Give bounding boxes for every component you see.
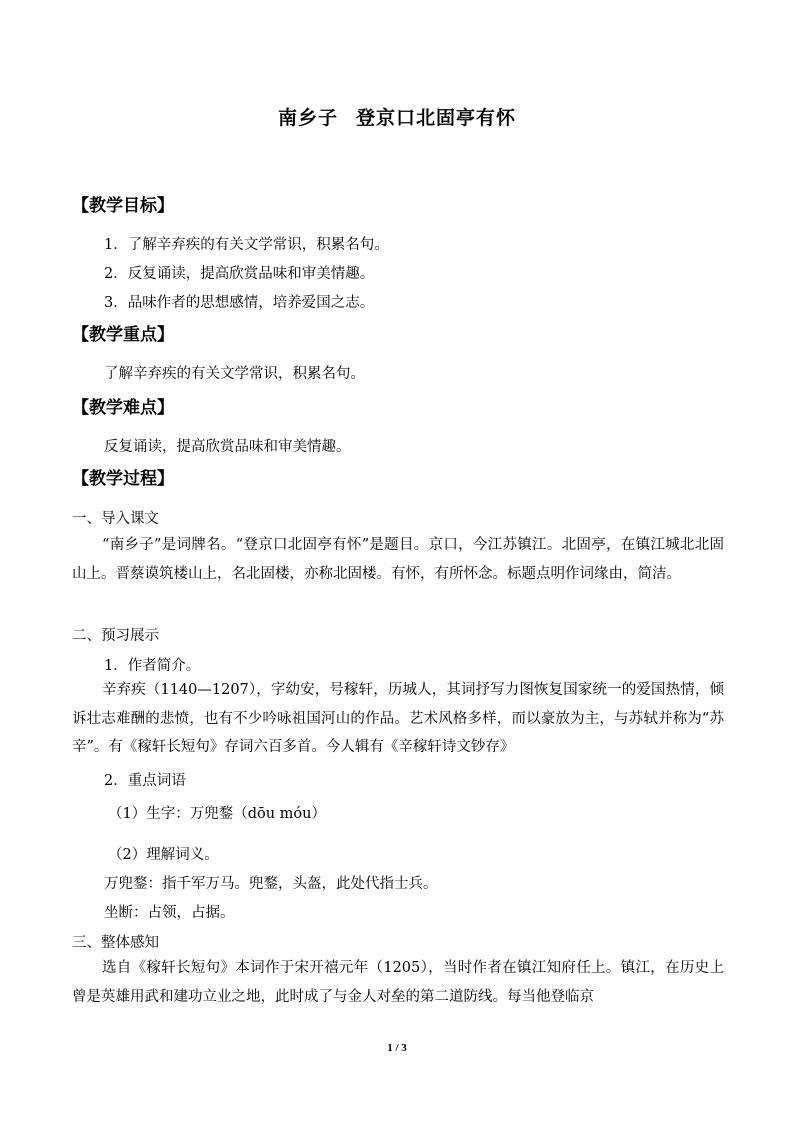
difficulty-heading: 【教学难点】 (72, 398, 174, 418)
part3-paragraph: 选自《稼轩长短句》本词作于宋开禧元年（1205），当时作者在镇江知府任上。镇江，在历史上曾是英雄用武和建功立业之地，此时成了与金人对垒的第二道防线。每当他登临京 (72, 960, 724, 1005)
author-paragraph: 辛弃疾（1140—1207），字幼安，号稼轩，历城人，其词抒写力图恢复国家统一的爱国热情，倾诉壮志难酬的悲愤，也有不少吟咏祖国河山的作品。艺术风格多样，而以豪放为主，与苏轼并称为“苏辛”。有《稼轩长短句》存词六百多首。今人辑有《辛稼轩诗文钞存》 (72, 682, 724, 755)
part1-paragraph: “南乡子”是词牌名。“登京口北固亭有怀”是题目。京口，今江苏镇江。北固亭，在镇江城北北固山上。晋蔡谟筑楼山上，名北固楼，亦称北固楼。有怀，有所怀念。标题点明作词缘由，简洁。 (72, 537, 724, 582)
definition-2: 坐断：占领，占据。 (104, 905, 235, 921)
part3-title: 三、整体感知 (72, 935, 159, 951)
definition-1: 万兜鍪：指千军万马。兜鍪，头盔，此处代指士兵。 (104, 876, 438, 892)
goal-item-3: 3．品味作者的思想感情，培养爱国之志。 (104, 295, 375, 311)
goal-item-1: 1．了解辛弃疾的有关文学常识，积累名句。 (104, 237, 389, 253)
title-part2: 登京口北固亭有怀 (356, 107, 517, 129)
focus-heading: 【教学重点】 (72, 325, 174, 345)
focus-text: 了解辛弃疾的有关文学常识，积累名句。 (104, 366, 365, 382)
title-part1: 南乡子 (277, 107, 338, 129)
process-heading: 【教学过程】 (72, 469, 174, 489)
part1-title: 一、导入课文 (72, 511, 159, 527)
vocab-label: 2．重点词语 (104, 773, 186, 789)
goal-item-2: 2．反复诵读，提高欣赏品味和审美情趣。 (104, 266, 375, 282)
page-title (0, 103, 794, 130)
vocab-item-1: （1）生字：万兜鍪（dōu móu） (108, 806, 327, 822)
vocab-item-2: （2）理解词义。 (108, 847, 219, 863)
difficulty-text: 反复诵读，提高欣赏品味和审美情趣。 (104, 439, 351, 455)
page-indicator: 1 / 3 (387, 1042, 407, 1054)
part2-title: 二、预习展示 (72, 628, 159, 644)
goals-heading: 【教学目标】 (72, 196, 174, 216)
author-label: 1．作者简介。 (104, 658, 201, 674)
